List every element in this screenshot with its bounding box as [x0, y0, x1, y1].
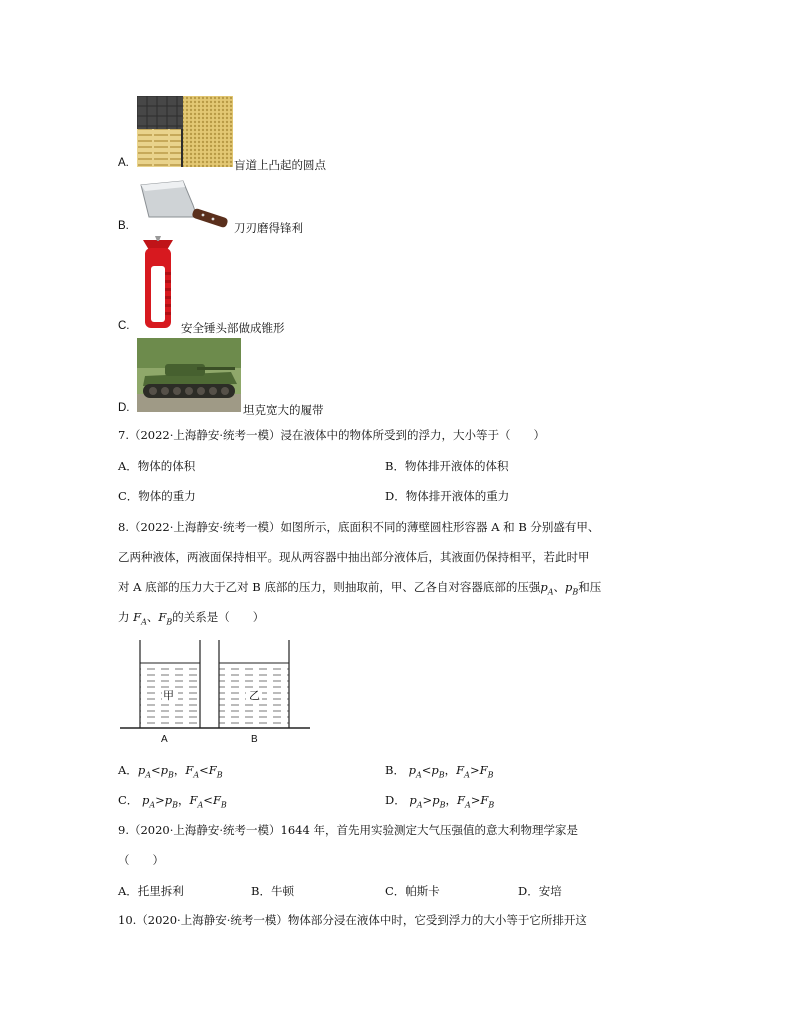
q8-symbol-pa: $p_A$: [540, 580, 554, 597]
q9-stem-line-1: 9.（2020·上海静安·统考一模）1644 年，首先用实验测定大气压强值的意大利物理学家是: [118, 823, 578, 837]
q6-option-b-letter: B.: [118, 220, 129, 232]
q8-stem-line-4-prefix: 力: [118, 610, 130, 624]
q8-option-d-letter: D．: [385, 793, 406, 807]
q8-stem-line-2: 乙两种液体，两液面保持相平。现从两容器中抽出部分液体后，其液面仍保持相平，若此时甲: [118, 550, 590, 564]
q7-option-a: A．物体的体积: [118, 459, 196, 473]
q6-option-c-letter: C.: [118, 320, 130, 332]
q8-symbol-fb: $F_B$: [158, 610, 173, 627]
q8-option-b: B． $p_A<p_B$，$F_A>F_B$: [385, 763, 494, 780]
q6-option-d-letter: D.: [118, 402, 130, 414]
q8-stem-line-3: 对 A 底部的压力大于乙对 B 底部的压力，则抽取前，甲、乙各自对容器底部的压强$p_A$、$p_B$和压: [118, 580, 602, 597]
q9-stem-line-2: （ ）: [118, 853, 164, 867]
q9-option-d: D．安培: [518, 884, 562, 898]
q8-figure-liquid-b-label: 乙: [249, 689, 260, 702]
q6-option-b-text: 刀刃磨得锋利: [234, 221, 303, 235]
q9-option-a: A．托里拆利: [118, 884, 184, 898]
q8-stem-line-4: 力 $F_A$、$F_B$的关系是（ ）: [118, 610, 265, 627]
q8-stem-line-1: 8.（2022·上海静安·统考一模）如图所示，底面积不同的薄壁圆柱形容器 A 和 B 分别盛有甲、: [118, 520, 600, 534]
q8-stem-line-3-prefix: 对 A 底部的压力大于乙对 B 底部的压力，则抽取前，甲、乙各自对容器底部的压强: [118, 580, 541, 594]
q8-option-c-letter: C．: [118, 793, 139, 807]
q8-symbol-fa: $F_A$: [133, 610, 147, 627]
q6-option-a-letter: A.: [118, 157, 129, 169]
q8-figure-label-a: A: [161, 734, 168, 745]
q7-option-c: C．物体的重力: [118, 489, 196, 503]
q6-option-c-text: 安全锤头部做成锥形: [181, 321, 285, 335]
q8-option-a-letter: A．: [118, 763, 138, 777]
q7-option-b: B．物体排开液体的体积: [385, 459, 509, 473]
q8-stem-line-3-mid: 和压: [578, 580, 602, 594]
kitchen-knife-image: [137, 175, 233, 231]
q9-option-c: C．帕斯卡: [385, 884, 440, 898]
q8-container-figure: [118, 636, 312, 748]
q8-stem-line-4-suffix: 的关系是（ ）: [172, 610, 265, 624]
q6-option-d-text: 坦克宽大的履带: [243, 403, 324, 417]
q7-stem: 7.（2022·上海静安·统考一模）浸在液体中的物体所受到的浮力，大小等于（ ）: [118, 428, 546, 442]
q10-stem-line-1: 10.（2020·上海静安·统考一模）物体部分浸在液体中时，它受到浮力的大小等于它所排开这: [118, 913, 587, 927]
q8-figure-label-b: B: [251, 734, 258, 745]
q8-option-c: C． $p_A>p_B$，$F_A<F_B$: [118, 793, 227, 810]
safety-hammer-image: [137, 236, 179, 330]
tank-image: [137, 338, 241, 412]
q8-figure-liquid-a-label: 甲: [163, 689, 174, 702]
q7-option-d: D．物体排开液体的重力: [385, 489, 510, 503]
q9-option-b: B．牛顿: [251, 884, 294, 898]
q8-option-d: D． $p_A>p_B$，$F_A>F_B$: [385, 793, 495, 810]
q8-option-b-letter: B．: [385, 763, 405, 777]
q6-option-a-text: 盲道上凸起的圆点: [234, 158, 326, 172]
tactile-paving-image: [137, 96, 233, 167]
q8-symbol-pb: $p_B$: [565, 580, 579, 597]
q8-option-a: A．$p_A<p_B$，$F_A<F_B$: [118, 763, 223, 780]
